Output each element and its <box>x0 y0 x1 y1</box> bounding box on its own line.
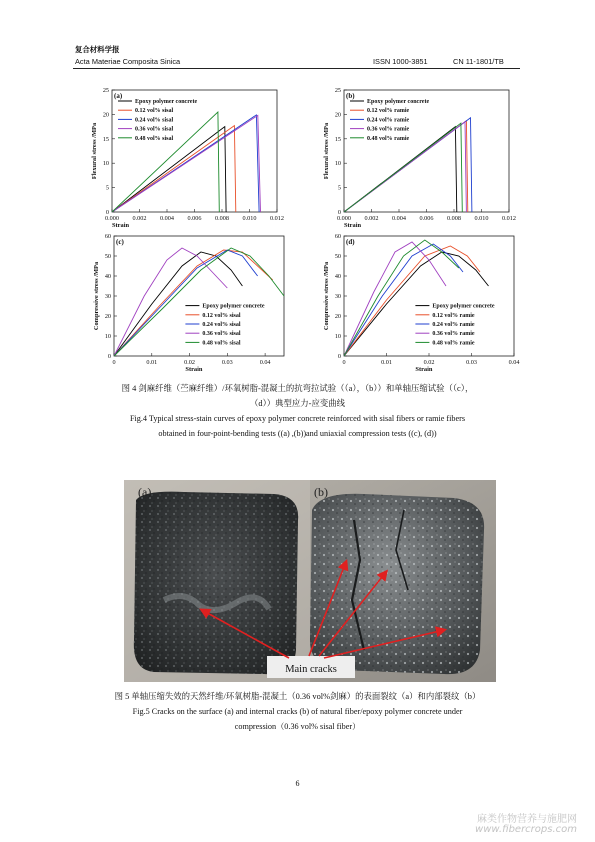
y-tick-label: 10 <box>334 160 341 168</box>
legend-label: 0.48 vol% sisal <box>135 135 174 142</box>
x-tick-label: 0.006 <box>187 215 202 222</box>
series-line <box>344 240 459 356</box>
y-tick-label: 0 <box>105 209 109 216</box>
main-cracks-label: Main cracks <box>285 664 337 675</box>
fig4-caption-en-2: obtained in four-point-bending tests ((a) ,(b))and uniaxial compression tests ((c), (d)) <box>158 429 437 438</box>
page-number: 6 <box>295 779 300 788</box>
y-tick-label: 5 <box>105 184 109 192</box>
crack-photo-image <box>124 480 496 682</box>
x-tick-label: 0.010 <box>242 215 257 222</box>
plot-frame <box>114 236 284 356</box>
x-tick-label: 0.01 <box>381 359 392 366</box>
legend-label: 0.48 vol% sisal <box>202 340 241 347</box>
x-tick-label: 0.02 <box>184 359 195 366</box>
x-tick-label: 0.008 <box>215 215 229 222</box>
y-tick-label: 25 <box>334 87 341 94</box>
x-tick-label: 0.004 <box>160 215 174 222</box>
x-tick-label: 0.004 <box>392 215 406 222</box>
fig5-caption-en-1: Fig.5 Cracks on the surface (a) and internal cracks (b) of natural fiber/epoxy polymer concrete under <box>132 707 463 716</box>
y-tick-label: 15 <box>334 135 341 143</box>
fig5-caption-en-2: compression（0.36 vol% sisal fiber） <box>234 722 361 731</box>
legend-label: 0.36 vol% sisal <box>202 331 241 338</box>
legend-label: 0.48 vol% ramie <box>432 340 475 347</box>
fig4-caption-cn-1: 图 4 剑麻纤维（苎麻纤维）/环氧树脂-混凝土的抗弯拉试验（（a），（b））和单轴压缩试验（（c）， <box>121 384 474 393</box>
series-line <box>344 244 463 356</box>
y-tick-label: 20 <box>334 313 341 320</box>
x-tick-label: 0 <box>342 359 346 366</box>
y-tick-label: 0 <box>107 353 111 360</box>
legend-label: 0.48 vol% ramie <box>367 135 410 142</box>
y-axis-label: Compressive stress /MPa <box>323 261 330 331</box>
issn: ISSN 1000-3851 <box>373 57 428 66</box>
panel-label: (d) <box>346 238 355 246</box>
x-tick-label: 0.012 <box>502 215 516 222</box>
y-tick-label: 40 <box>334 273 341 280</box>
x-tick-label: 0.04 <box>259 359 271 366</box>
legend-label: 0.24 vol% ramie <box>432 322 475 328</box>
y-tick-label: 30 <box>104 293 111 300</box>
x-tick-label: 0.006 <box>419 215 434 222</box>
x-tick-label: 0.008 <box>447 215 461 222</box>
fig4-caption-en-1: Fig.4 Typical stress-stain curves of epoxy polymer concrete reinforced with sisal fibers or ramie fibers <box>129 414 466 423</box>
y-axis-label: Flexural stress /MPa <box>323 122 330 180</box>
x-tick-label: 0.010 <box>474 215 489 222</box>
legend-label: Epoxy polymer concrete <box>202 303 265 310</box>
legend-label: Epoxy polymer concrete <box>135 99 198 105</box>
y-tick-label: 20 <box>334 111 341 119</box>
legend-label: 0.12 vol% sisal <box>135 108 174 115</box>
y-tick-label: 25 <box>102 87 109 94</box>
x-tick-label: 0.03 <box>221 359 233 366</box>
figure-5-photo <box>124 480 496 682</box>
y-axis-label: Compressive stress /MPa <box>93 261 100 331</box>
y-tick-label: 60 <box>104 233 111 240</box>
y-tick-label: 40 <box>104 273 111 280</box>
x-tick-label: 0.000 <box>105 215 119 222</box>
y-tick-label: 10 <box>102 160 109 168</box>
x-axis-label: Strain <box>112 222 130 229</box>
y-tick-label: 10 <box>334 333 341 340</box>
legend-label: 0.24 vol% ramie <box>367 117 410 124</box>
y-tick-label: 20 <box>102 111 109 119</box>
legend-label: 0.36 vol% ramie <box>367 126 410 133</box>
x-tick-label: 0.01 <box>146 359 158 366</box>
y-axis-label: Flexural stress /MPa <box>91 122 98 180</box>
fig4-caption-cn-2: （d））典型应力-应变曲线 <box>250 399 345 408</box>
journal-title-en: Acta Materiae Composita Sinica <box>75 57 181 66</box>
y-tick-label: 20 <box>104 313 111 320</box>
y-tick-label: 10 <box>104 333 111 340</box>
header-rule <box>73 68 520 69</box>
legend-label: Epoxy polymer concrete <box>432 303 495 310</box>
y-tick-label: 30 <box>334 293 341 300</box>
legend-label: 0.12 vol% sisal <box>202 312 241 319</box>
y-tick-label: 50 <box>334 253 341 260</box>
watermark-url: www.fibercrops.com <box>475 824 577 835</box>
cn-number: CN 11-1801/TB <box>453 57 504 66</box>
x-tick-label: 0 <box>112 359 116 366</box>
x-tick-label: 0.002 <box>132 215 147 222</box>
x-axis-label: Strain <box>185 366 203 373</box>
panel-label: (c) <box>116 238 124 246</box>
x-tick-label: 0.02 <box>423 359 435 366</box>
x-tick-label: 0.03 <box>466 359 477 366</box>
legend-label: 0.12 vol% ramie <box>432 312 475 319</box>
series-line <box>114 248 284 356</box>
x-tick-label: 0.000 <box>337 215 351 222</box>
legend-label: 0.12 vol% ramie <box>367 108 410 115</box>
x-tick-label: 0.04 <box>508 359 520 366</box>
x-axis-label: Strain <box>415 366 433 373</box>
journal-title-cn: 复合材料学报 <box>75 45 120 54</box>
legend-label: 0.36 vol% ramie <box>432 331 475 338</box>
legend-label: Epoxy polymer concrete <box>367 99 430 105</box>
legend-label: 0.24 vol% sisal <box>135 117 174 124</box>
fig5-caption-cn: 图 5 单轴压缩失效的天然纤维/环氧树脂-混凝土（0.36 vol%剑麻）的表面裂纹（a）和内部裂纹（b） <box>114 692 481 701</box>
y-tick-label: 0 <box>337 209 341 216</box>
y-tick-label: 0 <box>337 353 341 360</box>
x-tick-label: 0.012 <box>270 215 284 222</box>
y-tick-label: 60 <box>334 233 341 240</box>
photo-label-a: (a) <box>138 485 152 499</box>
watermark-cn: 麻类作物营养与施肥网 <box>477 814 577 825</box>
panel-label: (a) <box>114 92 123 100</box>
x-axis-label: Strain <box>344 222 362 229</box>
y-tick-label: 15 <box>102 135 109 143</box>
y-tick-label: 50 <box>104 253 111 260</box>
y-tick-label: 5 <box>337 184 341 192</box>
legend-label: 0.36 vol% sisal <box>135 126 174 133</box>
x-tick-label: 0.002 <box>364 215 379 222</box>
figure-5-caption <box>60 689 535 734</box>
figure-4-caption <box>60 381 535 441</box>
panel-label: (b) <box>346 92 355 100</box>
legend-label: 0.24 vol% sisal <box>202 322 241 328</box>
photo-label-b: (b) <box>314 485 328 499</box>
